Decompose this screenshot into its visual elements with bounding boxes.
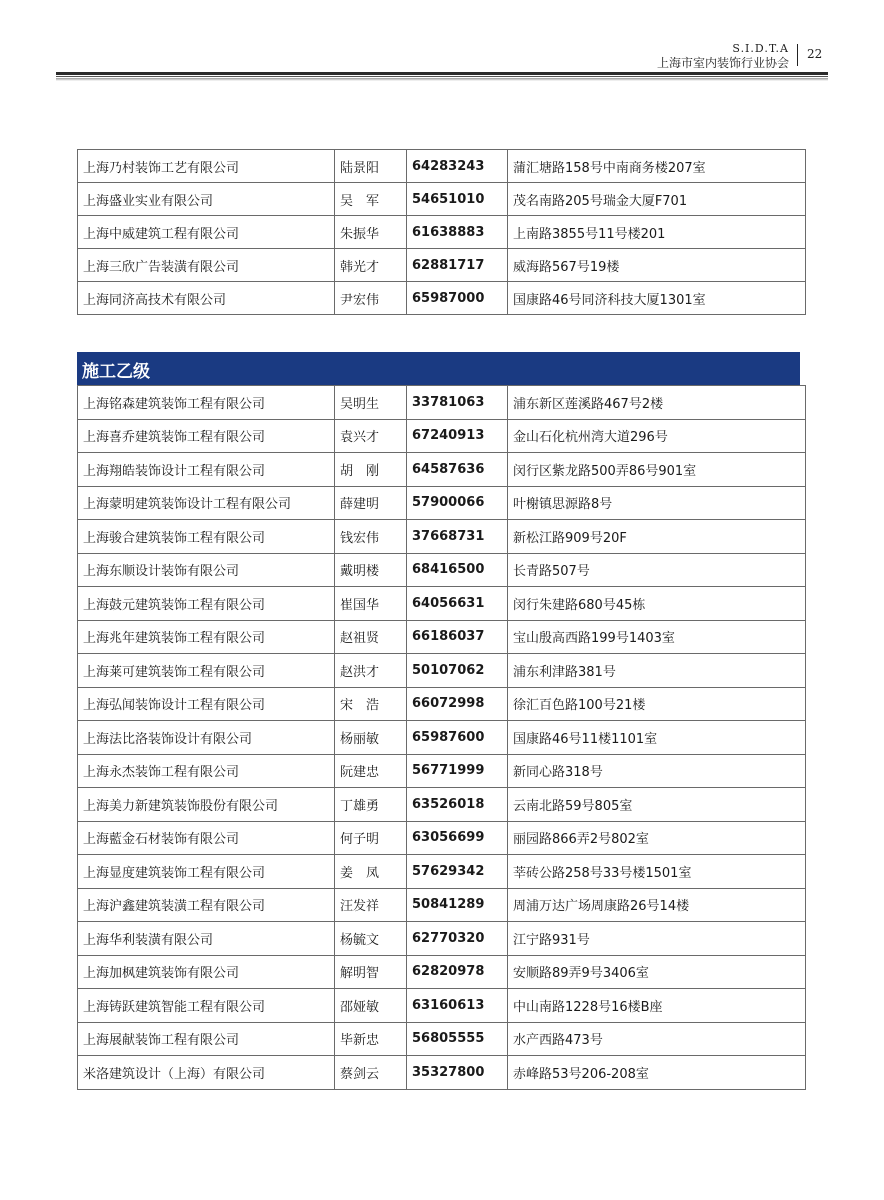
contact-person: 吴 军 <box>335 183 407 216</box>
table-row <box>78 687 806 721</box>
phone-number: 65987000 <box>407 282 508 315</box>
table-row <box>78 1056 806 1090</box>
contact-person: 袁兴才 <box>335 419 407 453</box>
table-row <box>78 788 806 822</box>
contact-person: 姜 凤 <box>335 855 407 889</box>
contact-person: 汪发祥 <box>335 888 407 922</box>
address: 国康路46号11楼1101室 <box>508 721 806 755</box>
company-name: 上海沪鑫建筑装潢工程有限公司 <box>78 888 335 922</box>
table-row <box>78 183 806 216</box>
contact-person: 崔国华 <box>335 587 407 621</box>
contact-person: 蔡剑云 <box>335 1056 407 1090</box>
table-row <box>78 821 806 855</box>
contact-person: 宋 浩 <box>335 687 407 721</box>
contact-person: 胡 刚 <box>335 453 407 487</box>
phone-number: 37668731 <box>407 520 508 554</box>
phone-number: 64587636 <box>407 453 508 487</box>
phone-number: 66186037 <box>407 620 508 654</box>
address: 浦东利津路381号 <box>508 654 806 688</box>
table-row <box>78 216 806 249</box>
table-row <box>78 922 806 956</box>
company-name: 上海加枫建筑装饰有限公司 <box>78 955 335 989</box>
table-row <box>78 553 806 587</box>
table-row <box>78 989 806 1023</box>
company-name: 上海盛业实业有限公司 <box>78 183 335 216</box>
contact-person: 杨丽敏 <box>335 721 407 755</box>
table-row <box>78 150 806 183</box>
table-row <box>78 249 806 282</box>
phone-number: 61638883 <box>407 216 508 249</box>
address: 国康路46号同济科技大厦1301室 <box>508 282 806 315</box>
phone-number: 63056699 <box>407 821 508 855</box>
address: 水产西路473号 <box>508 1022 806 1056</box>
table-row <box>78 282 806 315</box>
contact-person: 朱振华 <box>335 216 407 249</box>
phone-number: 63160613 <box>407 989 508 1023</box>
company-name: 上海铸跃建筑智能工程有限公司 <box>78 989 335 1023</box>
company-name: 上海铭森建筑装饰工程有限公司 <box>78 386 335 420</box>
address: 江宁路931号 <box>508 922 806 956</box>
phone-number: 57900066 <box>407 486 508 520</box>
company-name: 上海喜乔建筑装饰工程有限公司 <box>78 419 335 453</box>
address: 茂名南路205号瑞金大厦F701 <box>508 183 806 216</box>
company-name: 上海藍金石材装饰有限公司 <box>78 821 335 855</box>
address: 闵行区紫龙路500弄86号901室 <box>508 453 806 487</box>
company-name: 上海蒙明建筑装饰设计工程有限公司 <box>78 486 335 520</box>
address: 叶榭镇思源路8号 <box>508 486 806 520</box>
header-divider <box>797 44 798 66</box>
company-name: 上海翔皓装饰设计工程有限公司 <box>78 453 335 487</box>
table-row <box>78 754 806 788</box>
address: 浦东新区莲溪路467号2楼 <box>508 386 806 420</box>
phone-number: 62770320 <box>407 922 508 956</box>
contact-person: 邵娅敏 <box>335 989 407 1023</box>
contact-person: 阮建忠 <box>335 754 407 788</box>
contact-person: 薛建明 <box>335 486 407 520</box>
company-name: 上海鼓元建筑装饰工程有限公司 <box>78 587 335 621</box>
phone-number: 68416500 <box>407 553 508 587</box>
phone-number: 67240913 <box>407 419 508 453</box>
address: 宝山殷高西路199号1403室 <box>508 620 806 654</box>
table-row <box>78 620 806 654</box>
company-name: 上海永杰装饰工程有限公司 <box>78 754 335 788</box>
header-rule-shadow <box>56 78 828 81</box>
org-abbreviation: S.I.D.T.A <box>732 42 789 55</box>
company-name: 米洛建筑设计（上海）有限公司 <box>78 1056 335 1090</box>
header-rule-thin <box>56 76 828 77</box>
address: 丽园路866弄2号802室 <box>508 821 806 855</box>
contact-person: 吴明生 <box>335 386 407 420</box>
table-row <box>78 419 806 453</box>
phone-number: 64056631 <box>407 587 508 621</box>
phone-number: 62881717 <box>407 249 508 282</box>
address: 新同心路318号 <box>508 754 806 788</box>
table-row <box>78 955 806 989</box>
company-name: 上海乃村装饰工艺有限公司 <box>78 150 335 183</box>
company-name: 上海骏合建筑装饰工程有限公司 <box>78 520 335 554</box>
contact-person: 毕新忠 <box>335 1022 407 1056</box>
address: 安顺路89弄9号3406室 <box>508 955 806 989</box>
contact-person: 陆景阳 <box>335 150 407 183</box>
contact-person: 何子明 <box>335 821 407 855</box>
phone-number: 57629342 <box>407 855 508 889</box>
phone-number: 33781063 <box>407 386 508 420</box>
address: 周浦万达广场周康路26号14楼 <box>508 888 806 922</box>
contact-person: 戴明楼 <box>335 553 407 587</box>
contact-person: 韩光才 <box>335 249 407 282</box>
contact-person: 钱宏伟 <box>335 520 407 554</box>
phone-number: 64283243 <box>407 150 508 183</box>
address: 蒲汇塘路158号中南商务楼207室 <box>508 150 806 183</box>
phone-number: 54651010 <box>407 183 508 216</box>
phone-number: 56805555 <box>407 1022 508 1056</box>
org-name: 上海市室内装饰行业协会 <box>656 56 789 70</box>
contact-person: 解明智 <box>335 955 407 989</box>
phone-number: 66072998 <box>407 687 508 721</box>
contact-person: 丁雄勇 <box>335 788 407 822</box>
table-row <box>78 654 806 688</box>
phone-number: 35327800 <box>407 1056 508 1090</box>
phone-number: 50841289 <box>407 888 508 922</box>
address: 云南北路59号805室 <box>508 788 806 822</box>
contact-person: 赵洪才 <box>335 654 407 688</box>
address: 新松江路909号20F <box>508 520 806 554</box>
address: 莘砖公路258号33号楼1501室 <box>508 855 806 889</box>
contact-person: 杨毓文 <box>335 922 407 956</box>
company-name: 上海莱可建筑装饰工程有限公司 <box>78 654 335 688</box>
table-row <box>78 386 806 420</box>
table-row <box>78 721 806 755</box>
table-row <box>78 587 806 621</box>
company-name: 上海同济高技术有限公司 <box>78 282 335 315</box>
table-row <box>78 888 806 922</box>
section-header-bar <box>77 352 800 385</box>
company-name: 上海显度建筑装饰工程有限公司 <box>78 855 335 889</box>
address: 赤峰路53号206-208室 <box>508 1056 806 1090</box>
address: 徐汇百色路100号21楼 <box>508 687 806 721</box>
contact-person: 尹宏伟 <box>335 282 407 315</box>
company-name: 上海兆年建筑装饰工程有限公司 <box>78 620 335 654</box>
table-row <box>78 453 806 487</box>
section-title: 施工乙级 <box>82 362 150 382</box>
contact-person: 赵祖贤 <box>335 620 407 654</box>
company-name: 上海美力新建筑装饰股份有限公司 <box>78 788 335 822</box>
company-name: 上海中威建筑工程有限公司 <box>78 216 335 249</box>
address: 上南路3855号11号楼201 <box>508 216 806 249</box>
header-rule <box>56 72 828 75</box>
company-name: 上海三欣广告装潢有限公司 <box>78 249 335 282</box>
company-table-top <box>77 149 806 315</box>
phone-number: 63526018 <box>407 788 508 822</box>
company-name: 上海华利装潢有限公司 <box>78 922 335 956</box>
table-row <box>78 520 806 554</box>
table-row <box>78 855 806 889</box>
company-name: 上海展献装饰工程有限公司 <box>78 1022 335 1056</box>
address: 金山石化杭州湾大道296号 <box>508 419 806 453</box>
address: 长青路507号 <box>508 553 806 587</box>
company-name: 上海法比洛装饰设计有限公司 <box>78 721 335 755</box>
table-row <box>78 486 806 520</box>
phone-number: 65987600 <box>407 721 508 755</box>
phone-number: 50107062 <box>407 654 508 688</box>
company-table-grade-b <box>77 385 806 1090</box>
address: 闵行朱建路680号45栋 <box>508 587 806 621</box>
company-name: 上海东顺设计装饰有限公司 <box>78 553 335 587</box>
company-name: 上海弘闻装饰设计工程有限公司 <box>78 687 335 721</box>
page-header <box>0 0 884 80</box>
address: 威海路567号19楼 <box>508 249 806 282</box>
phone-number: 56771999 <box>407 754 508 788</box>
page-number: 22 <box>807 47 823 61</box>
phone-number: 62820978 <box>407 955 508 989</box>
address: 中山南路1228号16楼B座 <box>508 989 806 1023</box>
table-row <box>78 1022 806 1056</box>
